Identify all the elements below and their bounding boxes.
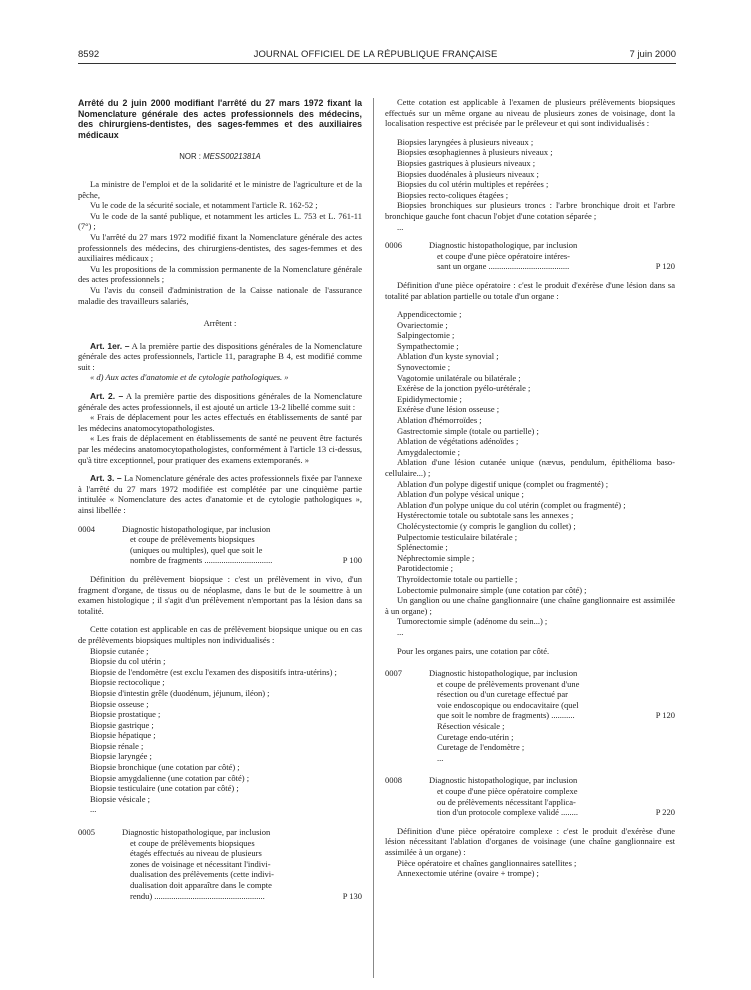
list-item: Biopsies œsophagiennes à plusieurs niveaux ;	[397, 147, 553, 158]
preamble-paragraph: La ministre de l'emploi et de la solidarité et le ministre de l'agriculture et de la pêche,	[78, 178, 362, 200]
code-description	[122, 524, 326, 566]
article-1-label: Art. 1er. –	[90, 340, 130, 351]
left-column	[78, 98, 362, 901]
code-line: et coupe de prélèvements provenant d'une	[437, 678, 580, 689]
nor-label: NOR :	[179, 152, 201, 162]
code-line: Diagnostic histopathologique, par inclusion	[122, 827, 271, 838]
code-0007	[385, 668, 675, 721]
list-item: Biopsie rénale ;	[90, 740, 144, 751]
list-item: Biopsie cutanée ;	[90, 645, 149, 656]
journal-title: JOURNAL OFFICIEL DE LA RÉPUBLIQUE FRANÇAISE	[253, 49, 498, 60]
code-price: P 130	[342, 890, 362, 901]
preamble-paragraph: Vu l'avis du conseil d'administration de la Caisse nationale de l'assurance maladie des travailleurs salariés,	[78, 284, 362, 306]
code-line: nombre de fragments ................................	[130, 555, 273, 566]
article-2-text: A la première partie des dispositions générales de la Nomenclature générale des actes professionnels, il est ajouté un article 13-2 libellé comme suit :	[78, 391, 362, 412]
ellipsis: ...	[397, 626, 404, 637]
code-0007-sub: Résection vésicale ;	[437, 721, 505, 732]
code-line: et coupe de prélèvements biopsiques	[130, 534, 255, 545]
list-item: Biopsies gastriques à plusieurs niveaux ;	[397, 157, 536, 168]
list-item: Lobectomie pulmonaire simple (une cotation par côté) ;	[397, 584, 587, 595]
list-item: Biopsie bronchique (une cotation par côté) ;	[90, 762, 240, 773]
code-line: et coupe d'une pièce opératoire intéres-	[437, 250, 570, 261]
issue-date: 7 juin 2000	[629, 49, 676, 60]
article-2-quote-1: « Frais de déplacement pour les actes effectués en établissements de santé par les médecins anatomocytopathologistes.	[78, 412, 362, 433]
page-number: 8592	[78, 49, 100, 60]
list-item: Appendicectomie ;	[397, 309, 462, 320]
list-item: Synovectomie ;	[397, 362, 451, 373]
list-item: Biopsie testiculaire (une cotation par côté) ;	[90, 783, 239, 794]
code-line: ou de prélèvements nécessitant l'applica-	[437, 796, 576, 807]
code-line: Diagnostic histopathologique, par inclusion	[122, 523, 271, 534]
article-3-label: Art. 3. –	[90, 473, 122, 484]
code-line: tion d'un protocole complexe validé ........	[437, 807, 579, 818]
code-description	[429, 668, 639, 721]
code-line: Diagnostic histopathologique, par inclusion	[429, 668, 578, 679]
right-column	[385, 97, 675, 879]
code-description	[429, 775, 639, 817]
article-2-label: Art. 2. –	[90, 391, 124, 402]
code-0007-sub: ...	[437, 752, 444, 763]
code-line: Diagnostic histopathologique, par inclusion	[429, 240, 578, 251]
list-item: Biopsie amygdalienne (une cotation par côté) ;	[90, 772, 250, 783]
code-line: et coupe de prélèvements biopsiques	[130, 837, 255, 848]
complex-list	[385, 858, 675, 879]
code-line: étagés effectués au niveau de plusieurs	[130, 848, 262, 859]
code-0006	[385, 240, 675, 272]
list-item: Biopsie du col utérin ;	[90, 656, 166, 667]
list-item: Biopsies bronchiques sur plusieurs troncs : l'arbre bronchique droit et l'arbre bronchique gauche font chacun l'objet d'une cotation séparée ;	[385, 200, 675, 221]
code-line: que soit le nombre de fragments) ...........	[437, 710, 575, 721]
list-item: Biopsie laryngée ;	[90, 751, 152, 762]
list-item: Biopsie gastrique ;	[90, 719, 154, 730]
code-number: 0005	[78, 827, 95, 838]
list-item: Ablation d'un polype digestif unique (complet ou fragmenté) ;	[397, 478, 609, 489]
article-1-text: A la première partie des dispositions générales de la Nomenclature générale des actes professionnels, l'article 11, paragraphe B 4, est modifié comme suit :	[78, 340, 363, 372]
code-price: P 220	[655, 807, 675, 818]
code-number: 0007	[385, 668, 402, 679]
list-item: Biopsie rectocolique ;	[90, 677, 165, 688]
list-item: Biopsie d'intestin grêle (duodénum, jéjunum, iléon) ;	[90, 687, 270, 698]
cotation-0004: Cette cotation est applicable en cas de prélèvement biopsique unique ou en cas de prélèvements biopsiques multiples non individualisés :	[78, 624, 362, 645]
cotation-0005: Cette cotation est applicable à l'examen de plusieurs prélèvements biopsiques effectués sur un même organe au niveau de plusieurs zones de voisinage, dont la localisation respective est précisée par le préleveur et qui sont individualisés :	[385, 97, 675, 129]
list-item: Annexectomie utérine (ovaire + trompe) ;	[397, 868, 539, 879]
biopsy-definition: Définition du prélèvement biopsique : c'est un prélèvement in vivo, d'un fragment d'organe, de tissus ou de néoplasme, dans le but de le soumettre à un examen histologique ; il s'agit d'un prélèvement n'emportant pas la lésion dans sa totalité.	[78, 573, 362, 616]
code-line: sant un organe ......................................	[437, 261, 570, 272]
list-item: Cholécystectomie (y compris le ganglion du collet) ;	[397, 520, 576, 531]
code-0004	[78, 524, 362, 566]
page-header	[0, 49, 751, 63]
code-line: rendu) ....................................................	[130, 890, 265, 901]
code-line: résection ou d'un curetage effectué par	[437, 689, 568, 700]
list-item: Biopsies duodénales à plusieurs niveaux ;	[397, 168, 539, 179]
list-item: Ablation d'un polype unique du col utérin (complet ou fragmenté) ;	[397, 499, 626, 510]
list-item: Biopsie hépatique ;	[90, 730, 156, 741]
ellipsis: ...	[397, 221, 404, 232]
list-item: Epididymectomie ;	[397, 393, 462, 404]
list-item: Ablation de végétations adénoïdes ;	[397, 436, 519, 447]
code-number: 0008	[385, 775, 402, 786]
code-line: dualisation des prélèvements (cette indivi-	[130, 869, 274, 880]
list-item: Vagotomie unilatérale ou bilatérale ;	[397, 372, 521, 383]
list-item: Ablation d'une lésion cutanée unique (nævus, pendulum, épithélioma baso-cellulaire...) ;	[385, 457, 675, 478]
code-price: P 120	[655, 261, 675, 272]
list-item: Ovariectomie ;	[397, 319, 448, 330]
nor-reference	[78, 152, 362, 163]
article-3-text: La Nomenclature générale des actes professionnels fixée par l'annexe à l'arrêté du 27 mars 1972 modifiée est complétée par une cinquième partie intitulée « Nomenclature des actes d'anatomie et de cytologie pathologiques », ainsi libellée :	[78, 473, 362, 515]
header-rule	[78, 63, 676, 64]
list-item: Biopsies du col utérin multiples et repérées ;	[397, 179, 549, 190]
column-divider	[373, 98, 374, 978]
list-item: Ablation d'un polype vésical unique ;	[397, 489, 524, 500]
arretent: Arrêtent :	[203, 318, 237, 329]
article-2	[78, 391, 362, 412]
article-2-quote-2: « Les frais de déplacement en établissements de santé ne peuvent être facturés par les médecins anatomocytopathologistes, conformément à l'article 13 ci-dessus, qu'à titre exceptionnel, pour pratiquer des examens extemporanés. »	[78, 433, 362, 465]
code-0007-sub: Curetage de l'endomètre ;	[437, 742, 525, 753]
code-line: voie endoscopique ou endocavitaire (quel	[437, 699, 579, 710]
piece-definition: Définition d'une pièce opératoire : c'est le produit d'exérèse d'une lésion dans sa totalité par ablation partielle ou totale d'un organe :	[385, 279, 675, 301]
list-item: Gastrectomie simple (totale ou partielle) ;	[397, 425, 539, 436]
code-line: et coupe d'une pièce opératoire complexe	[437, 786, 578, 797]
code-description	[429, 240, 639, 272]
article-1	[78, 341, 362, 373]
article-3	[78, 473, 362, 515]
preamble-paragraph: Vu le code de la sécurité sociale, et notamment l'article R. 162-52 ;	[90, 200, 318, 211]
list-item: Amygdalectomie ;	[397, 446, 461, 457]
list-item: Pulpectomie testiculaire bilatérale ;	[397, 531, 518, 542]
code-number: 0006	[385, 240, 402, 251]
list-item: Hystérectomie totale ou subtotale sans les annexes ;	[397, 510, 574, 521]
list-item: Biopsie vésicale ;	[90, 793, 150, 804]
multiple-biopsy-list	[385, 137, 675, 222]
preamble-paragraph: Vu les propositions de la commission permanente de la Nomenclature générale des actes professionnels ;	[78, 263, 362, 285]
list-item: Exérèse d'une lésion osseuse ;	[397, 404, 500, 415]
ellipsis: ...	[90, 804, 97, 815]
list-item: Splénectomie ;	[397, 542, 448, 553]
preamble-paragraph: Vu l'arrêté du 27 mars 1972 modifié fixant la Nomenclature générale des actes professionnels des médecins, des chirurgiens-dentistes, des sages-femmes et des auxiliaires médicaux ;	[78, 231, 362, 264]
list-item: Salpingectomie ;	[397, 330, 455, 341]
code-number: 0004	[78, 523, 95, 534]
list-item: Thyroïdectomie totale ou partielle ;	[397, 573, 518, 584]
preamble	[78, 179, 362, 306]
list-item: Un ganglion ou une chaîne ganglionnaire (une chaîne ganglionnaire est assimilée à un organe) ;	[385, 595, 675, 616]
code-line: (uniques ou multiples), quel que soit le	[130, 544, 263, 555]
list-item: Pièce opératoire et chaînes ganglionnaires satellites ;	[397, 857, 577, 868]
code-0008	[385, 775, 675, 817]
list-item: Ablation d'un kyste synovial ;	[397, 351, 499, 362]
code-price: P 100	[342, 555, 362, 566]
decree-title: Arrêté du 2 juin 2000 modifiant l'arrêté du 27 mars 1972 fixant la Nomenclature générale des actes professionnels des médecins, des chirurgiens-dentistes, des sages-femmes et des auxiliaires médicaux	[78, 98, 362, 140]
list-item: Biopsies laryngées à plusieurs niveaux ;	[397, 136, 534, 147]
nor-value: MESS0021381A	[203, 152, 261, 162]
code-line: zones de voisinage et nécessitant l'indivi-	[130, 858, 271, 869]
list-item: Biopsie prostatique ;	[90, 709, 161, 720]
piece-list	[385, 309, 675, 627]
list-item: Ablation d'hémorroïdes ;	[397, 415, 482, 426]
organes-pairs-note: Pour les organes pairs, une cotation par côté.	[397, 645, 550, 656]
list-item: Biopsie osseuse ;	[90, 698, 149, 709]
code-line: dualisation doit apparaître dans le compte	[130, 880, 272, 890]
list-item: Néphrectomie simple ;	[397, 552, 475, 563]
list-item: Exérèse de la jonction pyélo-urétérale ;	[397, 383, 531, 394]
code-description	[122, 827, 326, 901]
list-item: Biopsie de l'endomètre (est exclu l'examen des dispositifs intra-utérins) ;	[90, 666, 337, 677]
code-0005	[78, 827, 362, 901]
list-item: Sympathectomie ;	[397, 340, 459, 351]
list-item: Parotidectomie ;	[397, 563, 453, 574]
list-item: Biopsies recto-coliques étagées ;	[397, 189, 509, 200]
preamble-paragraph: Vu le code de la santé publique, et notamment les articles L. 753 et L. 761-11 (7°) ;	[78, 210, 362, 232]
complex-definition: Définition d'une pièce opératoire complexe : c'est le produit d'exérèse d'une lésion nécessitant l'ablation d'organes de voisinage (une chaîne ganglionnaire est assimilée à un organe) :	[385, 825, 675, 857]
code-0007-sub: Curetage endo-utérin ;	[437, 731, 514, 742]
code-line: Diagnostic histopathologique, par inclusion	[429, 775, 578, 786]
article-1-quote: « d) Aux actes d'anatomie et de cytologie pathologiques. »	[90, 372, 289, 383]
code-price: P 120	[655, 710, 675, 721]
list-item: Tumorectomie simple (adénome du sein...) ;	[397, 616, 548, 627]
biopsy-list	[78, 646, 362, 805]
